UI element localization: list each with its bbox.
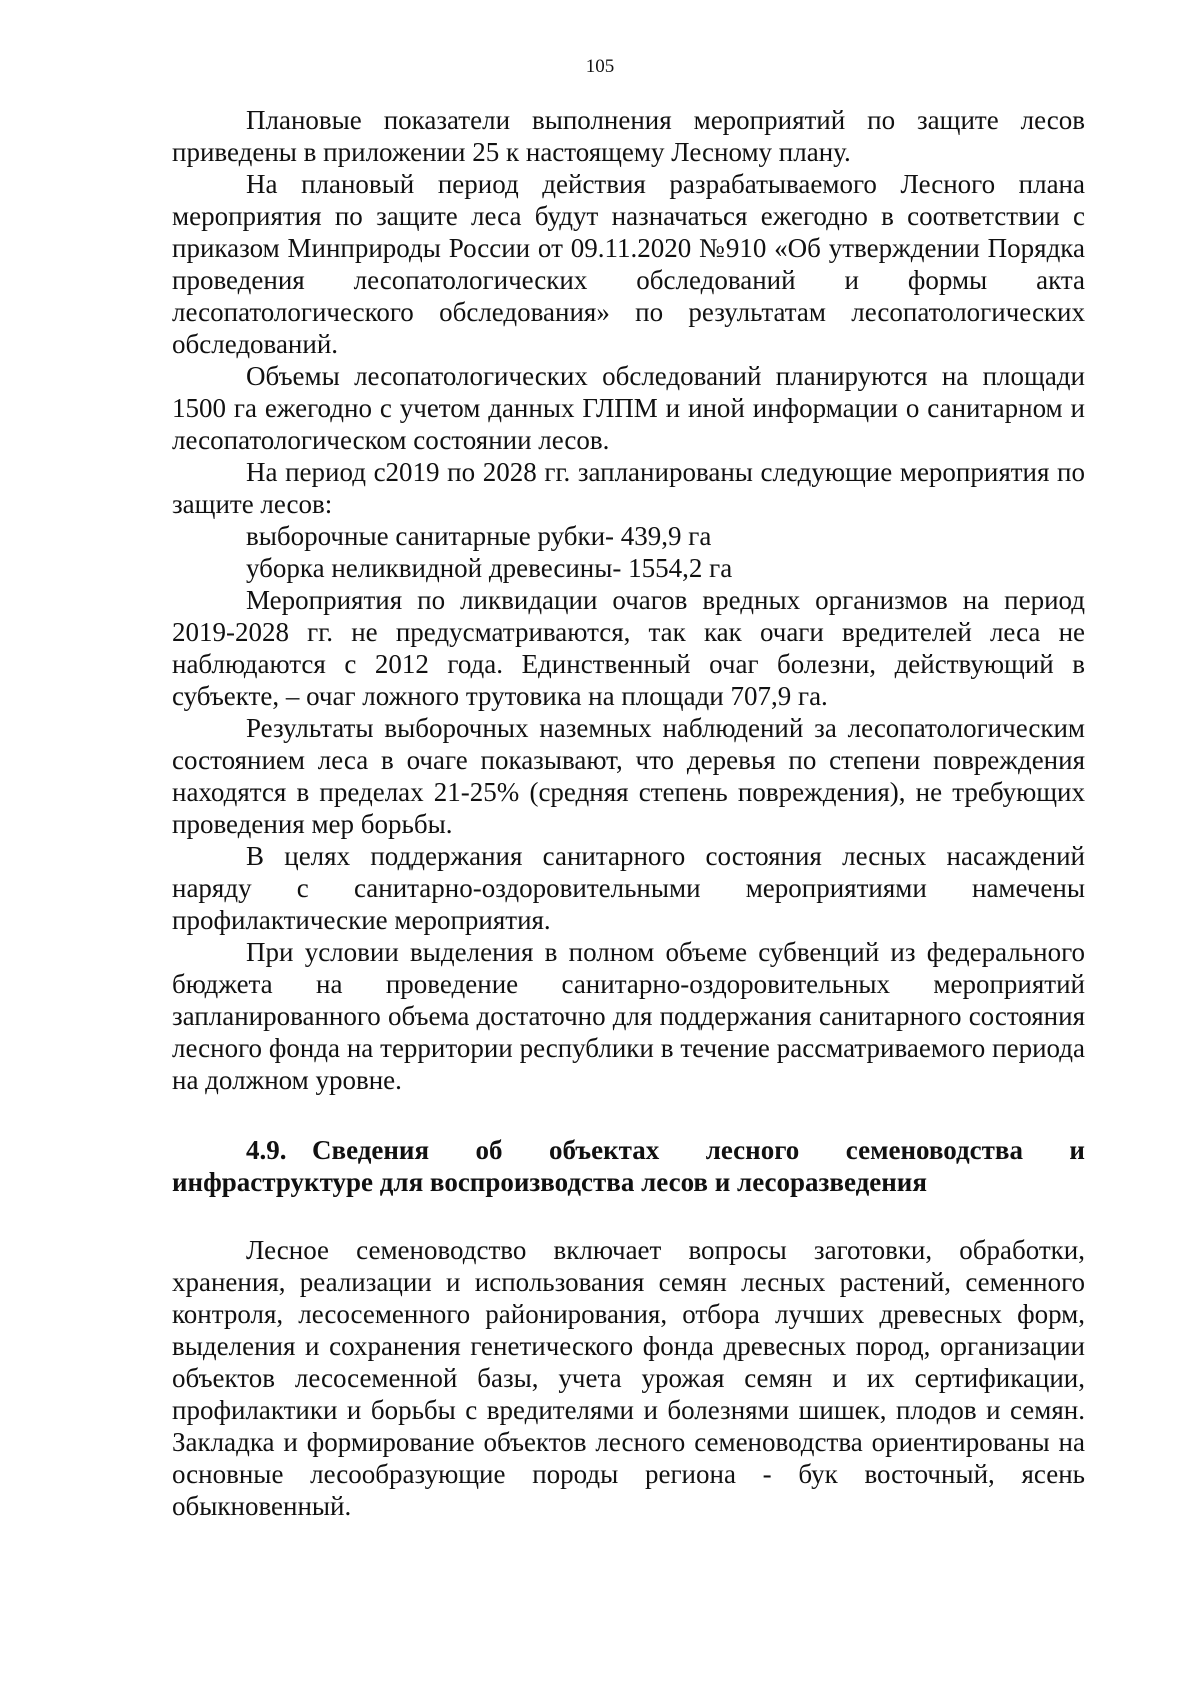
section-number: 4.9. (246, 1135, 287, 1165)
paragraph: Объемы лесопатологических обследований планируются на площади 1500 га ежегодно с учетом данных ГЛПМ и иной информации о санитарном и лесопатологическом состоянии лесов. (172, 361, 1085, 455)
list-item: уборка неликвидной древесины- 1554,2 га (246, 553, 733, 583)
document-body (172, 104, 1085, 1522)
paragraph: На период с2019 по 2028 гг. запланированы следующие мероприятия по защите лесов: (172, 457, 1085, 519)
section-title: Сведения об объектах лесного семеноводства и инфраструктуре для воспроизводства лесов и лесоразведения (172, 1135, 1085, 1197)
paragraph: Мероприятия по ликвидации очагов вредных организмов на период 2019-2028 гг. не предусматриваются, так как очаги вредителей леса не наблюдаются с 2012 года. Единственный очаг болезни, действующий в субъекте, – очаг ложного трутовика на площади 707,9 га. (172, 585, 1085, 711)
paragraph: В целях поддержания санитарного состояния лесных насаждений наряду с санитарно-оздоровительными мероприятиями намечены профилактические мероприятия. (172, 841, 1085, 935)
section-heading (172, 1134, 1085, 1198)
list-item: выборочные санитарные рубки- 439,9 га (246, 521, 712, 551)
page-number: 105 (585, 56, 615, 77)
section-paragraph: Лесное семеноводство включает вопросы заготовки, обработки, хранения, реализации и использования семян лесных растений, семенного контроля, лесосеменного районирования, отбора лучших древесных форм, выделения и сохранения генетического фонда древесных пород, организации объектов лесосеменной базы, учета урожая семян и их сертификации, профилактики и борьбы с вредителями и болезнями шишек, плодов и семян. Закладка и формирование объектов лесного семеноводства ориентированы на основные лесообразующие породы региона - бук восточный, ясень обыкновенный. (172, 1235, 1085, 1521)
paragraph: Результаты выборочных наземных наблюдений за лесопатологическим состоянием леса в очаге показывают, что деревья по степени повреждения находятся в пределах 21-25% (средняя степень повреждения), не требующих проведения мер борьбы. (172, 713, 1085, 839)
paragraph: Плановые показатели выполнения мероприятий по защите лесов приведены в приложении 25 к настоящему Лесному плану. (172, 105, 1085, 167)
paragraph: При условии выделения в полном объеме субвенций из федерального бюджета на проведение санитарно-оздоровительных мероприятий запланированного объема достаточно для поддержания санитарного состояния лесного фонда на территории республики в течение рассматриваемого периода на должном уровне. (172, 937, 1085, 1095)
paragraph: На плановый период действия разрабатываемого Лесного плана мероприятия по защите леса будут назначаться ежегодно в соответствии с приказом Минприроды России от 09.11.2020 №910 «Об утверждении Порядка проведения лесопатологических обследований и формы акта лесопатологического обследования» по результатам лесопатологических обследований. (172, 169, 1085, 359)
